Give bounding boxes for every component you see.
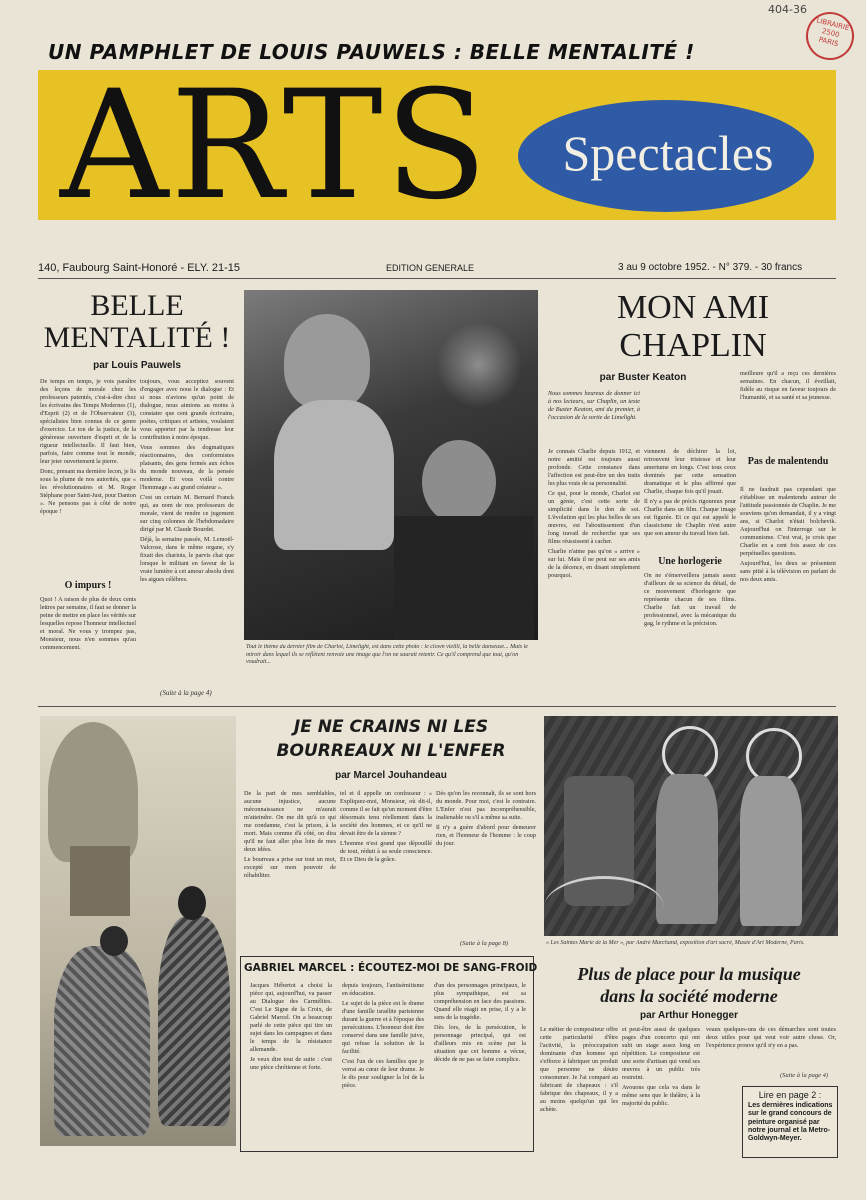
paris-tokio-photo [40, 716, 236, 1146]
banner-headline: UN PAMPHLET DE LOUIS PAUWELS : BELLE MENTALITÉ ! [48, 40, 695, 64]
article1-subhead: O impurs ! [64, 580, 112, 591]
article2-body-col2b: On ne s'émerveillera jamais assez d'ailleurs de sa science du détail, de ce mouvement d'horlogerie que représente chacun de ses films. Charlie fait un travail de professionnel, avec la mécanique du gag, le rythme et la précision. [644, 572, 736, 627]
article1-body-col1: De temps en temps, je vois paraître des leçons de morale chez les professeurs patentés, c'est-à-dire chez les écrivains des Temps Modernes (1), d'Esprit (2) et de l'Observateur (3), spécialistes bien connus de ce genre d'exercice. Le ton de la justice, de la généreuse ouverture d'esprit et de la rigueur intellectuelle. Il faut bien, parfois, faire comme tout le monde, leur jeter ouvertement la pierre. Donc, prenant ma dernière lecon, je lis sous la plume de nos autorités, que « les révolutionnaires et M. Roger Stéphane pour Saint-Just, pour Danton ». Ne pensons pas à côté de notre époque ! [40, 378, 136, 515]
article1-body-col1b: Quoi ! A raison de plus de deux cents lettres par semaine, il faut se donner la peine de mettre en place les vérités sur lesquelles repose l'honneur intellectuel et moral. Ne vous y trompez pas, Monsieur, nous n'en sommes qu'au commencement. [40, 596, 136, 651]
article3-byline: par Marcel Jouhandeau [335, 770, 447, 781]
article2-title-line2: CHAPLIN [619, 327, 767, 364]
article2-subhead1: Une horlogerie [658, 556, 722, 567]
masthead-subtitle: Spectacles [562, 125, 774, 181]
marcel-box-col3: d'un des personnages principaux, le plus sympathique, est sa compréhension en face des passions. Quand elle réagit en prise, il y a le sens de la tragédie. Dès lors, de la persécution, le personnage principal, qui est d'ailleurs mis en scène par la situation que cet homme a vécue, décide de ne pas se faire complice. [434, 982, 526, 1063]
fresco-caption: « Les Saintes Marie de la Mer », par André Marchand, exposition d'art sacré, Musée d'Art Moderne, Paris. [546, 940, 805, 946]
article2-body-col3b: Il ne faudrait pas cependant que s'établisse un malentendu autour de l'attitude passionnée de Chaplin. Je me souviens qu'on demandait, il y a vingt ans, si Charlot n'était bolchevik. Aujourd'hui on l'interroge sur le communisme. C'est vrai, je crois que Charlie en a cent fois assez de ces perpétuelles questions. Aujourd'hui, les deux se présentent sans pitié à la télévision en parlant de nos deux amis. [740, 486, 836, 583]
article4-title-line2: dans la société moderne [600, 986, 778, 1006]
chaplin-caption: Tout le thème du dernier film de Charlot, Limelight, est dans cette photo : le clown vieilli, la belle danseuse... Mais le miroir dans lequel ils se reflètent renvoie une image que l'on ne saurait retenir. Ce qu'il comprend que tout, qu'on voudrait... [246, 644, 528, 665]
article3-body-col3: Dès qu'on les reconnaît, ils se sont hors du monde. Pour moi, c'est le contraire. L'Enfer n'est pas incompréhensible, inalienable ou s'il a même sa suite. Il n'y a guère d'abord pour demeurer rien, et l'honneur de l'homme : le coup du jour. [436, 790, 536, 847]
article1-title-line1: BELLE [90, 289, 184, 322]
article2-body-col2: viennent de déchirer la loi, retrouvent leur tristesse et leur amertume en longs. C'est tous ceux dominés par cette sensation dramatique et le plus affirmé que Charlie, chaque fois qu'il jouait. Il n'y a pas de précis rigoureux pour Charlie dans un film. Chaque image est figurée. Et ce qui est appelé le classicisme de Chaplin n'est autre que son amour du travail bien fait. [644, 448, 736, 537]
fresco-image [544, 716, 838, 936]
marcel-box-col1: Jacques Hébertot a choisi la pièce qui, aujourd'hui, va passer au Dialogue des Carmélites. C'est Le Signe de la Croix, de Gabriel Marcel. On a beaucoup parlé de cette pièce qui tire un sujet dans les campagnes et dans le temps de la résistance allemande. Je veux dire tout de suite : c'est une pièce chrétienne et forte. [250, 982, 332, 1071]
masthead-address: 140, Faubourg Saint-Honoré - ELY. 21-15 [38, 262, 241, 274]
article2-intro: Nous sommes heureux de donner ici à nos lecteurs, sur Chaplin, un texte de Buster Keaton, ami du premier, à l'occasion de la sortie de Limelight. [548, 390, 640, 421]
archive-ref: 404-36 [768, 3, 807, 16]
article1-continued: (Suite à la page 4) [160, 689, 212, 697]
article4-body-col3: veaux quelques-uns de ces démarches sont toutes deux utiles pour qui veut voir autre chose. Or, l'expérience prouve qu'il n'y en a pas. [706, 1026, 836, 1049]
article2-title-line1: MON AMI [616, 289, 770, 326]
article4-body-col2: et peut-être aussi de quelques pages d'un concerto qui ont subi un stage assez long en répétition. Le compositeur est une sorte d'artisan qui vend ses œuvres à un public très restreint. Avouons que cela va dans le même sens que le théâtre, à la majorité du public. [622, 1026, 700, 1107]
article2-byline: par Buster Keaton [599, 372, 687, 383]
marcel-box-title: GABRIEL MARCEL : ÉCOUTEZ-MOI DE SANG-FROID [244, 962, 538, 974]
article3-title-line1: JE NE CRAINS NI LES [293, 717, 489, 737]
divider [38, 706, 836, 707]
article4-continued: (Suite à la page 4) [780, 1072, 829, 1079]
divider [38, 278, 836, 279]
issue-info: 3 au 9 octobre 1952. - N° 379. - 30 francs [618, 262, 803, 273]
concours-lead: Lire en page 2 : [758, 1090, 822, 1100]
article2-subhead2: Pas de malentendu [747, 456, 829, 467]
chaplin-photo [244, 290, 538, 640]
concours-text: Les dernières indications sur le grand concours de peinture organisé par notre journal et la Metro-Goldwyn-Meyer. [748, 1102, 833, 1143]
article1-title-line2: MENTALITÉ ! [43, 321, 231, 354]
article3-body-col2: tel et il appelle un confesseur : « Expliquez-moi, Monsieur, où dit-il, comme il se fait qu'un moment d'être désormais tenu réellement dans la société des hommes, et ce qu'il ne devait être de la sienne ? L'homme n'est grand que dépouillé de tout, réduit à sa seule conscience. Et ce Dieu de la grâce. [340, 790, 432, 863]
marcel-box-col2: depuis toujours, l'antisémitisme en éducation. Le sujet de la pièce est le drame d'une famille israélite parisienne durant la guerre et à l'époque des persécutions. L'honneur doit être conservé dans une famille juive, qui refuse la solution de la facilité. C'est l'un de ces familles que je verrai au cœur de leur drame. Je le dis pour souligner la loi de la pièce. [342, 982, 424, 1089]
article4-body-col1: Le métier de compositeur offre cette particularité d'être l'activité, la préoccupation dominante d'un homme qui s'efforce à fabriquer un produit que personne ne désire consommer. Je l'ai comparé au fabricant de chapeaux : s'il fabrique des chapeaux, il y a au moins quelqu'un qui les achète. [540, 1026, 618, 1113]
edition-label: EDITION GENERALE [386, 263, 475, 273]
article4-title-line1: Plus de place pour la musique [577, 964, 801, 984]
article4-byline: par Arthur Honegger [640, 1010, 738, 1021]
article1-body-col2: toujours, vous acceptiez souvent d'engager avec nous le dialogue : Et si nous n'avions qu'un point de dialogue, nous aimions au moins à constater que cent grands écrivains, poètes, critiques et artistes, voulaient vous apporter par la tendresse leur contribution à notre époque. Vous sommes des dogmatiques réactionnaires, des conformistes plaisants, des gens fermés aux échos du monde nouveau, de la pensée moderne. Et vous voilà contre l'hommage « au grand créateur ». C'est un certain M. Bernard Franck qui, au nom de nos professeurs de morale, vient de rendre ce jugement sur cinq colonnes de l'hebdomadaire dirigé par M. Claude Bourdet. Déjà, la semaine passée, M. Lemoël-Valcrose, dans le même organe, s'y fixait des chariots, le parvis chat que lorsque le militant en faveur de la vraie lumière à cet amour absolu dont les aigues célèbres. [140, 378, 234, 583]
masthead-title: ARTS [60, 59, 490, 233]
article3-continued: (Suite à la page 8) [460, 940, 509, 947]
article2-body-col1: Je connais Charlie depuis 1912, et notre amitié est toujours aussi profonde. Cette constance dans l'affection est peut-être un des traits les plus vrais de sa personnalité. Ce qui, pour le monde, Charlot est un génie, c'est cette sorte de simplicité dans le don de soi. L'évolution qui les plus belles de ses œuvres, est l'aboutissement d'un long travail de recherche que ses films réussissent à cacher. Charlie n'aime pas qu'on « arrive » sur lui. Mais il ne peut sur ses amis de la décence, en disant simplement pourquoi. [548, 448, 640, 579]
article2-body-col3: meilleure qu'il a reçu ces dernières semaines. En chacun, il éveillait, fidèle au risque en faveur toujours de l'humanité, et sa santé et sa jeunesse. [740, 370, 836, 401]
library-stamp: LIBRAIRIE 2500 PARIS [801, 7, 859, 65]
article3-title-line2: BOURREAUX NI L'ENFER [276, 741, 506, 761]
article3-body-col1: De la part de mes semblables, aucune injustice, aucune méconnaissance ne m'aurait m'atteindre. On me dit qu'à ce qui me condamne, c'est la prison, à la mort. Mais comme d'à côté, on dira qu'il ne faut aller plus loin de mes deux idées. Le bourreau a prise sur tout un mot, excepté sur mon pouvoir de réhabiliter. [244, 790, 336, 879]
article1-byline: par Louis Pauwels [93, 360, 181, 371]
